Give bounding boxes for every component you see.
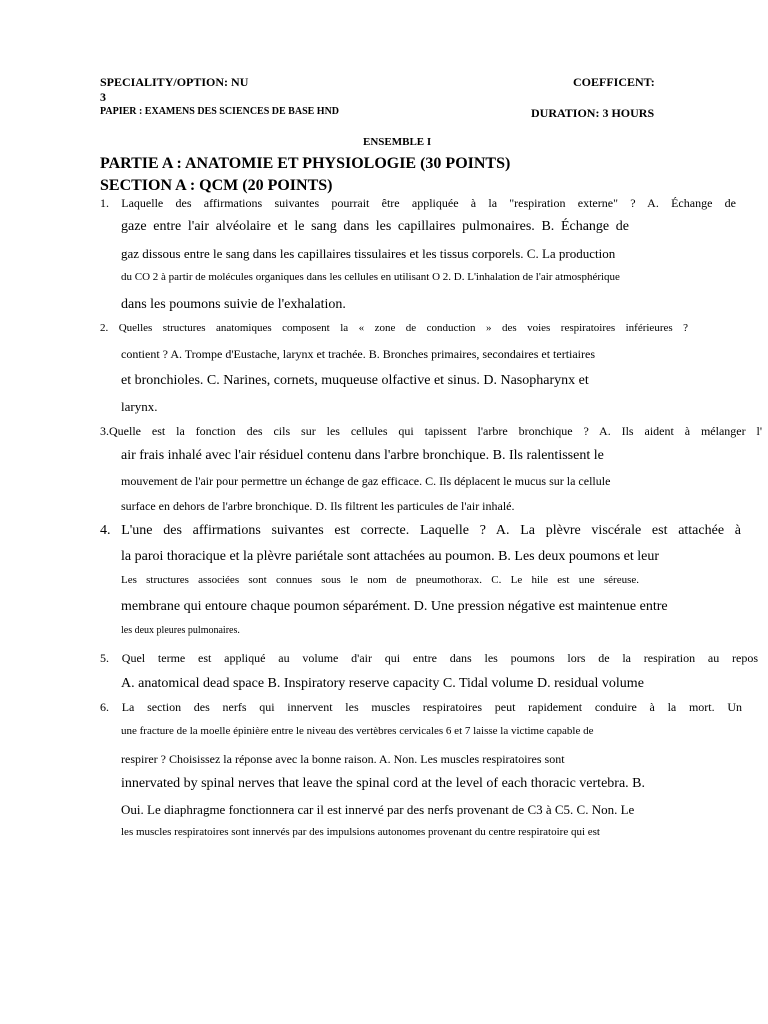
question-line: et bronchioles. C. Narines, cornets, muqueuse olfactive et sinus. D. Nasopharynx et bbox=[121, 373, 589, 388]
question-line: dans les poumons suivie de l'exhalation. bbox=[121, 297, 346, 312]
speciality-continuation: 3 bbox=[100, 90, 106, 104]
question-line: A. anatomical dead space B. Inspiratory reserve capacity C. Tidal volume D. residual volume bbox=[121, 676, 644, 691]
question-line: gaze entre l'air alvéolaire et le sang dans les capillaires pulmonaires. B. Échange de bbox=[121, 219, 629, 234]
question-line: respirer ? Choisissez la réponse avec la bonne raison. A. Non. Les muscles respiratoires sont bbox=[121, 752, 565, 766]
duration-label: DURATION: 3 HOURS bbox=[531, 106, 655, 120]
ensemble-title: ENSEMBLE I bbox=[363, 136, 432, 148]
question-line: larynx. bbox=[121, 399, 158, 414]
question-line: du CO 2 à partir de molécules organiques dans les cellules en utilisant O 2. D. L'inhalation de l'air atmosphérique bbox=[121, 271, 620, 283]
question-line: innervated by spinal nerves that leave the spinal cord at the level of each thoracic vertebra. B. bbox=[121, 776, 646, 791]
question-line: une fracture de la moelle épinière entre le niveau des vertèbres cervicales 6 et 7 laisse la victime capable de bbox=[121, 725, 594, 737]
question-line: la paroi thoracique et la plèvre pariétale sont attachées au poumon. B. Les deux poumons et leur bbox=[121, 549, 660, 564]
question-line: 1. Laquelle des affirmations suivantes pourrait être appliquée à la "respiration externe" ? A. Échange de bbox=[100, 196, 736, 210]
part-title: PARTIE A : ANATOMIE ET PHYSIOLOGIE (30 POINTS) bbox=[100, 155, 511, 172]
question-line: 5. Quel terme est appliqué au volume d'air qui entre dans les poumons lors de la respiration au repos bbox=[100, 651, 758, 665]
question-line: les deux pleures pulmonaires. bbox=[121, 625, 240, 636]
question-line: les muscles respiratoires sont innervés par des impulsions autonomes provenant du centre respiratoire qui est bbox=[121, 826, 600, 838]
question-line: 6. La section des nerfs qui innervent les muscles respiratoires peut rapidement conduire à la mort. Un bbox=[100, 700, 742, 714]
question-line: Les structures associées sont connues sous le nom de pneumothorax. C. Le hile est une séreuse. bbox=[121, 574, 639, 586]
question-line: 2. Quelles structures anatomiques composent la « zone de conduction » des voies respiratoires inférieures ? bbox=[100, 322, 688, 334]
speciality-label: SPECIALITY/OPTION: NU bbox=[100, 75, 249, 89]
question-line: 3.Quelle est la fonction des cils sur les cellules qui tapissent l'arbre bronchique ? A. Ils aident à mélanger l' bbox=[100, 424, 762, 438]
question-line: air frais inhalé avec l'air résiduel contenu dans l'arbre bronchique. B. Ils ralentissent le bbox=[121, 448, 604, 463]
section-title: SECTION A : QCM (20 POINTS) bbox=[100, 177, 333, 194]
question-line: membrane qui entoure chaque poumon séparément. D. Une pression négative est maintenue entre bbox=[121, 599, 668, 614]
question-line: gaz dissous entre le sang dans les capillaires tissulaires et les tissus corporels. C. La production bbox=[121, 246, 616, 261]
paper-label: PAPIER : EXAMENS DES SCIENCES DE BASE HND bbox=[100, 106, 340, 117]
question-line: mouvement de l'air pour permettre un échange de gaz efficace. C. Ils déplacent le mucus sur la cellule bbox=[121, 474, 611, 488]
coefficient-label: COEFFICENT: bbox=[573, 75, 655, 89]
question-line: contient ? A. Trompe d'Eustache, larynx et trachée. B. Bronches primaires, secondaires et tertiaires bbox=[121, 347, 596, 361]
question-line: 4. L'une des affirmations suivantes est correcte. Laquelle ? A. La plèvre viscérale est attachée à bbox=[100, 523, 741, 538]
question-line: Oui. Le diaphragme fonctionnera car il est innervé par des nerfs provenant de C3 à C5. C. Non. Le bbox=[121, 802, 635, 817]
question-line: surface en dehors de l'arbre bronchique. D. Ils filtrent les particules de l'air inhalé. bbox=[121, 499, 515, 513]
